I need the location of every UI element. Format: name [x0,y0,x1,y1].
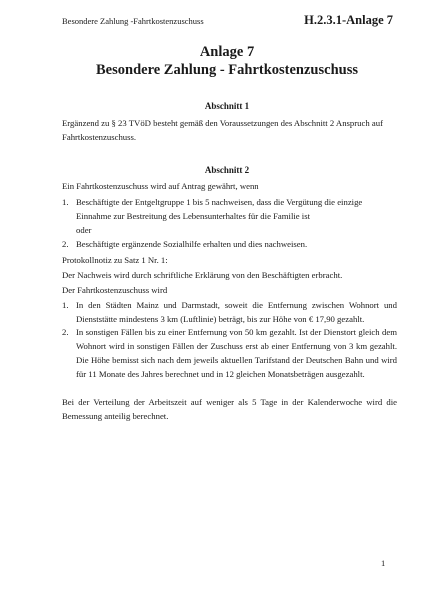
section-2-intro: Ein Fahrtkostenzuschuss wird auf Antrag gewährt, wenn [62,181,259,191]
running-header-title: Besondere Zahlung -Fahrtkostenzuschuss [62,16,204,26]
list-item-number: 1. [62,197,69,207]
section-heading-2: Abschnitt 2 [204,165,250,175]
document-title: Anlage 7 [199,44,255,60]
proof-statement: Der Nachweis wird durch schriftliche Erklärung von den Beschäftigten erbracht. [62,270,343,280]
section-1-paragraph: Ergänzend zu § 23 TVöD besteht gemäß den Voraussetzungen des Abschnitt 2 Anspruch auf Fahrtkostenzuschuss. [62,118,383,142]
list-item-text: Beschäftigte ergänzende Sozialhilfe erhalten und dies nachweisen. [76,239,308,249]
document-subtitle: Besondere Zahlung - Fahrtkostenzuschuss [96,62,358,78]
list-item-number: 1. [62,300,69,310]
list-item-number: 2. [62,239,69,249]
running-header-reference: H.2.3.1-Anlage 7 [304,13,393,27]
conjunction-text: oder [76,225,92,235]
page-number: 1 [381,558,386,568]
subsidy-intro: Der Fahrtkostenzuschuss wird [62,285,168,295]
list-item-number: 2. [62,327,69,337]
closing-paragraph: Bei der Verteilung der Arbeitszeit auf weniger als 5 Tage in der Kalenderwoche wird die Bemessung anteilig berechnet. [62,397,397,421]
list-item-text: In den Städten Mainz und Darmstadt, soweit die Entfernung zwischen Wohnort und Dienststätte mindestens 3 km (Luftlinie) beträgt, bis zur Höhe von € 17,90 gezahlt. [76,300,397,324]
list-item-text: Beschäftigte der Entgeltgruppe 1 bis 5 nachweisen, dass die Vergütung die einzige Einnahme zur Bestreitung des Lebensunterhaltes für die Familie ist [76,197,363,221]
protocol-note: Protokollnotiz zu Satz 1 Nr. 1: [62,255,168,265]
section-heading-1: Abschnitt 1 [204,101,250,111]
list-item-text: In sonstigen Fällen bis zu einer Entfernung von 50 km gezahlt. Ist der Dienstort gleich dem Wohnort wird in sonstigen Fällen der Zuschuss erst ab einer Entfernung von 3 km gezahlt. Die Höhe bemisst sich nach dem jeweils aktuellen Tarifstand der Deutschen Bahn und wird für 11 Monate des Jahres berechnet und in 12 gleichen Monatsbeträgen ausgezahlt. [76,327,397,379]
